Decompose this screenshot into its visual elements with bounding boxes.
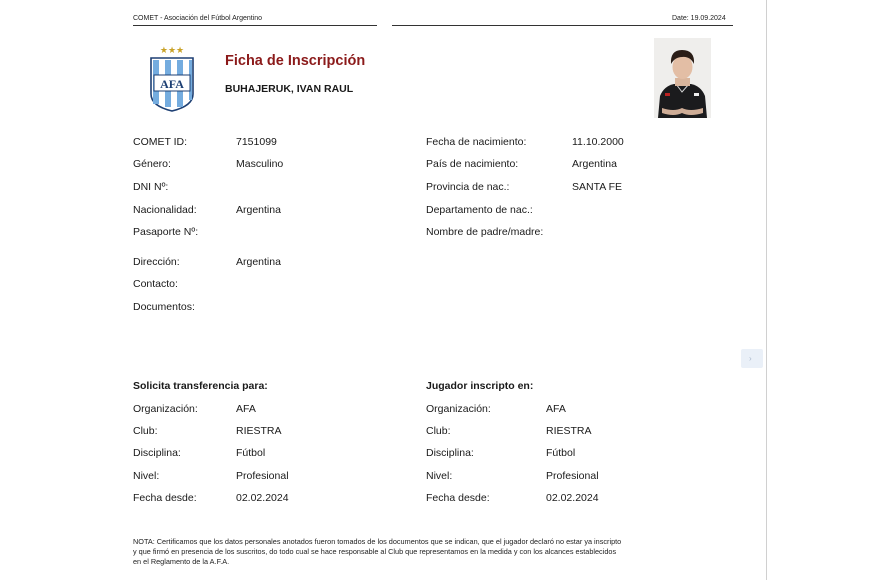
birth-date-label: Fecha de nacimiento: xyxy=(426,136,527,148)
registered-date-from-value: 02.02.2024 xyxy=(546,492,599,504)
header-rule-right xyxy=(392,25,733,26)
registered-date-from-label: Fecha desde: xyxy=(426,492,490,504)
nationality-value: Argentina xyxy=(236,204,281,216)
registered-section-title: Jugador inscripto en: xyxy=(426,380,534,392)
player-photo xyxy=(654,38,711,118)
address-value: Argentina xyxy=(236,256,281,268)
viewer-page-edge xyxy=(766,0,767,580)
legal-note-line: NOTA: Certificamos que los datos personales anotados fueron tomados de los documentos que se indican, que el jugador declaró no estar ya inscripto xyxy=(133,537,622,546)
transfer-discipline-value: Fútbol xyxy=(236,447,266,459)
transfer-level-label: Nivel: xyxy=(133,470,160,482)
legal-note-line: en el Reglamento de la A.F.A. xyxy=(133,557,230,566)
comet-id-value: 7151099 xyxy=(236,136,277,148)
afa-logo-text: AFA xyxy=(160,77,184,91)
birth-country-value: Argentina xyxy=(572,158,617,170)
transfer-club-value: RIESTRA xyxy=(236,425,282,437)
legal-note-line: y que firmó en presencia de los suscritos, do todo cual se hace responsable al Club que representamos en la medida y con los alcances establecidos xyxy=(133,547,617,556)
registered-organization-label: Organización: xyxy=(426,403,491,415)
registered-discipline-value: Fútbol xyxy=(546,447,576,459)
transfer-organization-value: AFA xyxy=(236,403,256,415)
registered-level-label: Nivel: xyxy=(426,470,453,482)
registered-club-value: RIESTRA xyxy=(546,425,592,437)
registered-discipline-label: Disciplina: xyxy=(426,447,474,459)
transfer-date-from-value: 02.02.2024 xyxy=(236,492,289,504)
comet-id-label: COMET ID: xyxy=(133,136,188,148)
header-organization: COMET - Asociación del Fútbol Argentino xyxy=(133,15,263,22)
parent-name-label: Nombre de padre/madre: xyxy=(426,226,544,238)
transfer-discipline-label: Disciplina: xyxy=(133,447,181,459)
transfer-organization-label: Organización: xyxy=(133,403,198,415)
birth-country-label: País de nacimiento: xyxy=(426,158,519,170)
birth-province-label: Provincia de nac.: xyxy=(426,181,510,193)
player-name: BUHAJERUK, IVAN RAUL xyxy=(225,83,354,95)
transfer-club-label: Club: xyxy=(133,425,158,437)
afa-logo-stars: ★★★ xyxy=(159,46,185,56)
address-label: Dirección: xyxy=(133,256,180,268)
birth-province-value: SANTA FE xyxy=(572,181,622,193)
registered-level-value: Profesional xyxy=(546,470,599,482)
nationality-label: Nacionalidad: xyxy=(133,204,197,216)
registered-organization-value: AFA xyxy=(546,403,566,415)
transfer-level-value: Profesional xyxy=(236,470,289,482)
contact-label: Contacto: xyxy=(133,278,178,290)
afa-logo xyxy=(148,44,196,112)
documents-label: Documentos: xyxy=(133,301,195,313)
transfer-date-from-label: Fecha desde: xyxy=(133,492,197,504)
chevron-right-icon: › xyxy=(749,354,752,363)
passport-label: Pasaporte Nº: xyxy=(133,226,199,238)
gender-label: Género: xyxy=(133,158,171,170)
gender-value: Masculino xyxy=(236,158,284,170)
legal-note xyxy=(133,537,733,567)
birth-department-label: Departamento de nac.: xyxy=(426,204,533,216)
transfer-section-title: Solicita transferencia para: xyxy=(133,380,268,392)
form-title: Ficha de Inscripción xyxy=(225,53,366,69)
header-rule-left xyxy=(133,25,377,26)
viewer-side-tab[interactable] xyxy=(741,349,763,368)
header-date: Date: 19.09.2024 xyxy=(672,15,726,22)
dni-label: DNI Nº: xyxy=(133,181,169,193)
birth-date-value: 11.10.2000 xyxy=(572,136,624,148)
registered-club-label: Club: xyxy=(426,425,451,437)
